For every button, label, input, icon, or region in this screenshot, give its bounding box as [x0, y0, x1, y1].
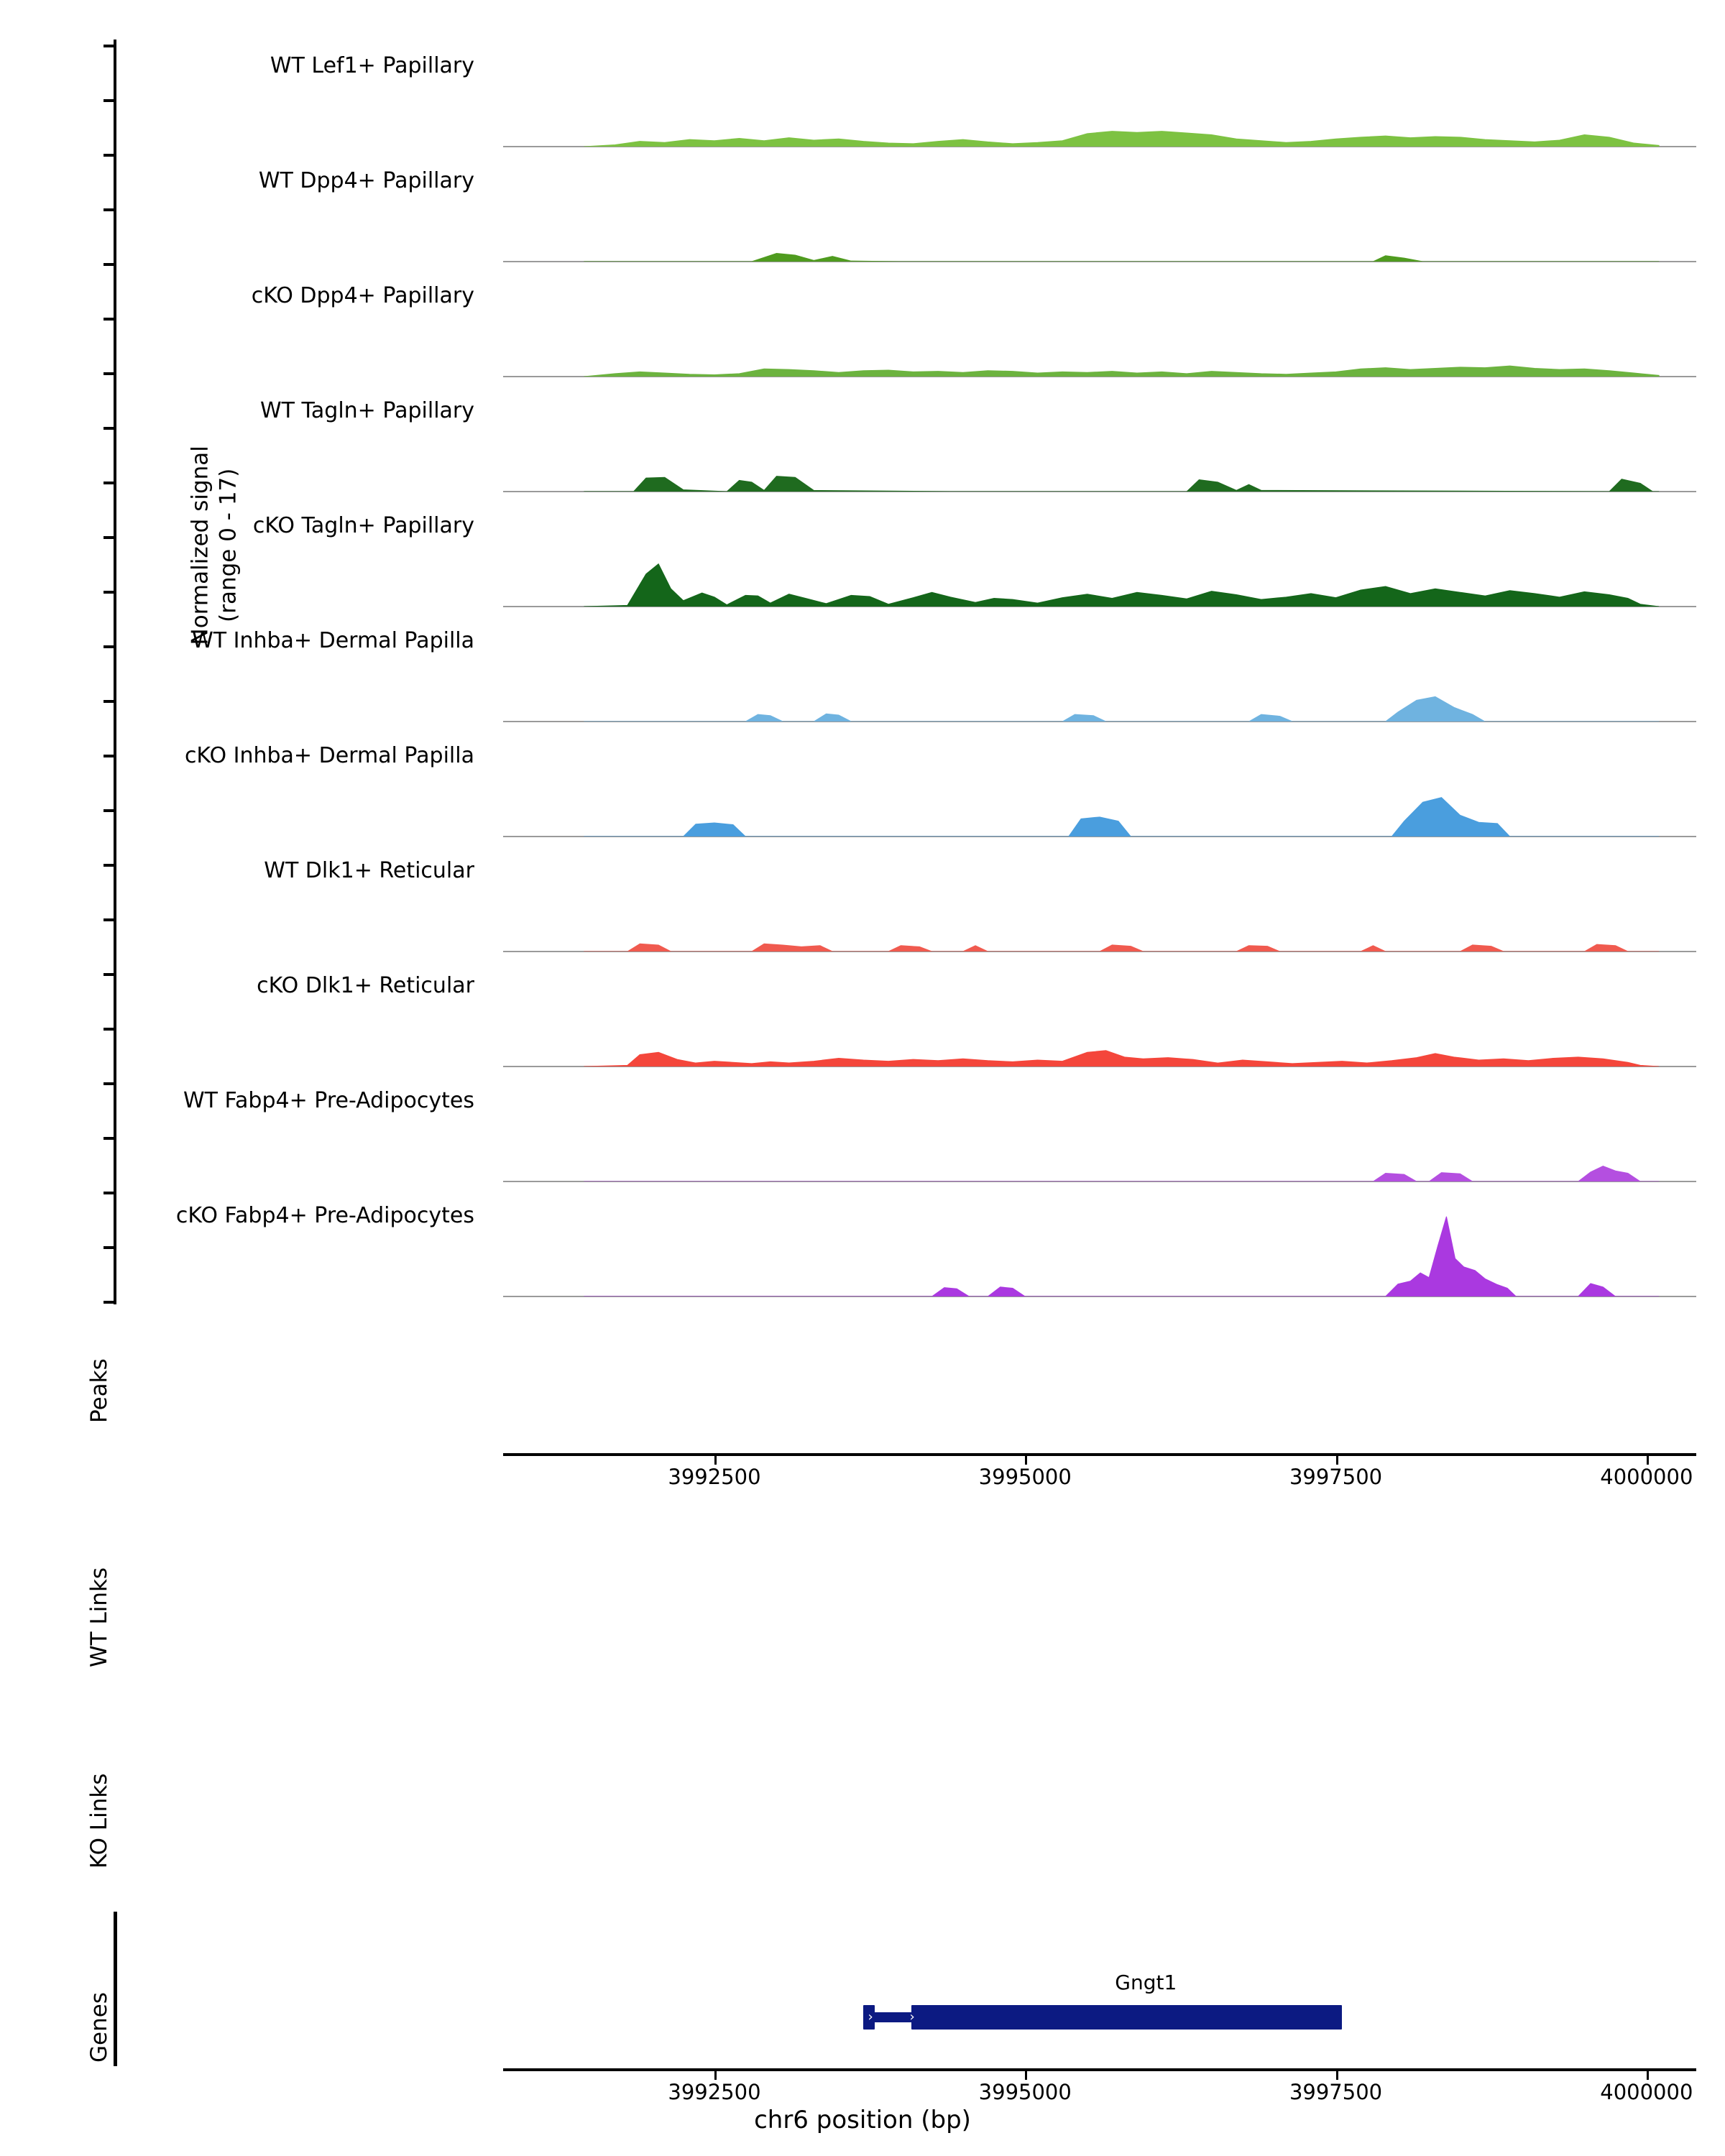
signal-track-label: WT Tagln+ Papillary [260, 398, 474, 423]
y-axis-label-line2: (range 0 - 17) [215, 468, 241, 622]
signal-track-label: cKO Fabp4+ Pre-Adipocytes [175, 1203, 474, 1228]
gene-exon-body[interactable] [911, 2005, 1342, 2030]
signal-track-label: WT Fabp4+ Pre-Adipocytes [183, 1088, 474, 1113]
tracks-axis-tick [104, 99, 116, 102]
tracks-axis-tick [104, 1137, 116, 1140]
x-axis-label: chr6 position (bp) [754, 2106, 971, 2134]
signal-track-label: WT Inhba+ Dermal Papilla [192, 628, 474, 653]
signal-track [175, 1189, 1696, 1297]
x-axis-tick-label: 3995000 [978, 1465, 1072, 1489]
x-axis-tick-label: 4000000 [1600, 1465, 1693, 1489]
x-axis-tick-label: 4000000 [1600, 2080, 1693, 2104]
tracks-axis-tick [104, 1028, 116, 1031]
section-label-ko-links: KO Links [86, 1773, 112, 1869]
signal-track [192, 614, 1696, 722]
signal-track [184, 729, 1696, 837]
signal-track-area [503, 161, 1696, 262]
x-axis-tick [1647, 1456, 1649, 1465]
tracks-axis-tick [104, 591, 116, 594]
tracks-axis-tick [104, 700, 116, 703]
x-axis-tick [1025, 2071, 1027, 2080]
genes-axis-spine [114, 1912, 117, 2066]
signal-track [260, 384, 1696, 492]
y-axis-label-line1: Normalized signal [187, 446, 213, 645]
gene-strand-arrow-icon: › [909, 2009, 915, 2024]
tracks-axis-tick [104, 208, 116, 211]
signal-track-label: cKO Tagln+ Papillary [252, 513, 474, 538]
x-axis-tick [1336, 2071, 1338, 2080]
x-axis-tick-label: 3997500 [1289, 2080, 1383, 2104]
tracks-axis-tick [104, 482, 116, 484]
tracks-axis-tick [104, 372, 116, 375]
signal-track-area [503, 506, 1696, 607]
x-axis-tick [1025, 1456, 1027, 1465]
x-axis-tick [1336, 1456, 1338, 1465]
signal-track [183, 1074, 1696, 1182]
x-axis-tick [714, 2071, 717, 2080]
tracks-axis-spine [114, 40, 116, 1304]
tracks-axis-tick [104, 45, 116, 47]
x-axis-tick-label: 3997500 [1289, 1465, 1383, 1489]
signal-track [252, 499, 1696, 607]
x-axis-tick [1647, 2071, 1649, 2080]
tracks-axis-tick [104, 1246, 116, 1249]
tracks-axis-tick [104, 1301, 116, 1304]
signal-track [251, 270, 1696, 377]
x-axis-tick-label: 3995000 [978, 2080, 1072, 2104]
tracks-axis-tick [104, 1082, 116, 1085]
signal-track-area [503, 46, 1696, 147]
tracks-axis-tick [104, 318, 116, 321]
x-axis-bottom-line [503, 2068, 1696, 2071]
signal-track-label: cKO Inhba+ Dermal Papilla [184, 743, 474, 768]
x-axis-tick-label: 3992500 [668, 1465, 761, 1489]
tracks-axis-tick [104, 427, 116, 430]
tracks-axis-tick [104, 1192, 116, 1194]
signal-track-area [503, 621, 1696, 722]
signal-track [270, 40, 1696, 147]
x-axis-tick [714, 1456, 717, 1465]
tracks-axis-tick [104, 918, 116, 921]
signal-track-label: cKO Dlk1+ Reticular [257, 973, 474, 998]
section-label-peaks: Peaks [86, 1358, 112, 1423]
tracks-axis-tick [104, 809, 116, 812]
signal-track-label: WT Dlk1+ Reticular [264, 858, 474, 883]
signal-track-label: WT Dpp4+ Papillary [258, 168, 474, 193]
signal-track-area [503, 1196, 1696, 1296]
gene-name-label: Gngt1 [1115, 1971, 1177, 1994]
tracks-axis-tick [104, 263, 116, 266]
x-axis-tick-label: 3992500 [668, 2080, 761, 2104]
signal-track-area [503, 851, 1696, 952]
signal-track-area [503, 966, 1696, 1067]
section-label-genes: Genes [86, 1992, 112, 2063]
signal-track [258, 155, 1696, 262]
x-axis-top-line [503, 1453, 1696, 1456]
tracks-axis-tick [104, 154, 116, 157]
section-label-wt-links: WT Links [86, 1567, 112, 1667]
signal-track-area [503, 391, 1696, 492]
signal-track-area [503, 736, 1696, 837]
signal-track [264, 844, 1696, 952]
gene-strand-arrow-icon: › [868, 2009, 873, 2024]
signal-track-area [503, 276, 1696, 377]
signal-track-area [503, 1081, 1696, 1181]
signal-track-label: WT Lef1+ Papillary [270, 53, 474, 78]
signal-track-label: cKO Dpp4+ Papillary [251, 283, 474, 308]
signal-track [257, 959, 1696, 1067]
